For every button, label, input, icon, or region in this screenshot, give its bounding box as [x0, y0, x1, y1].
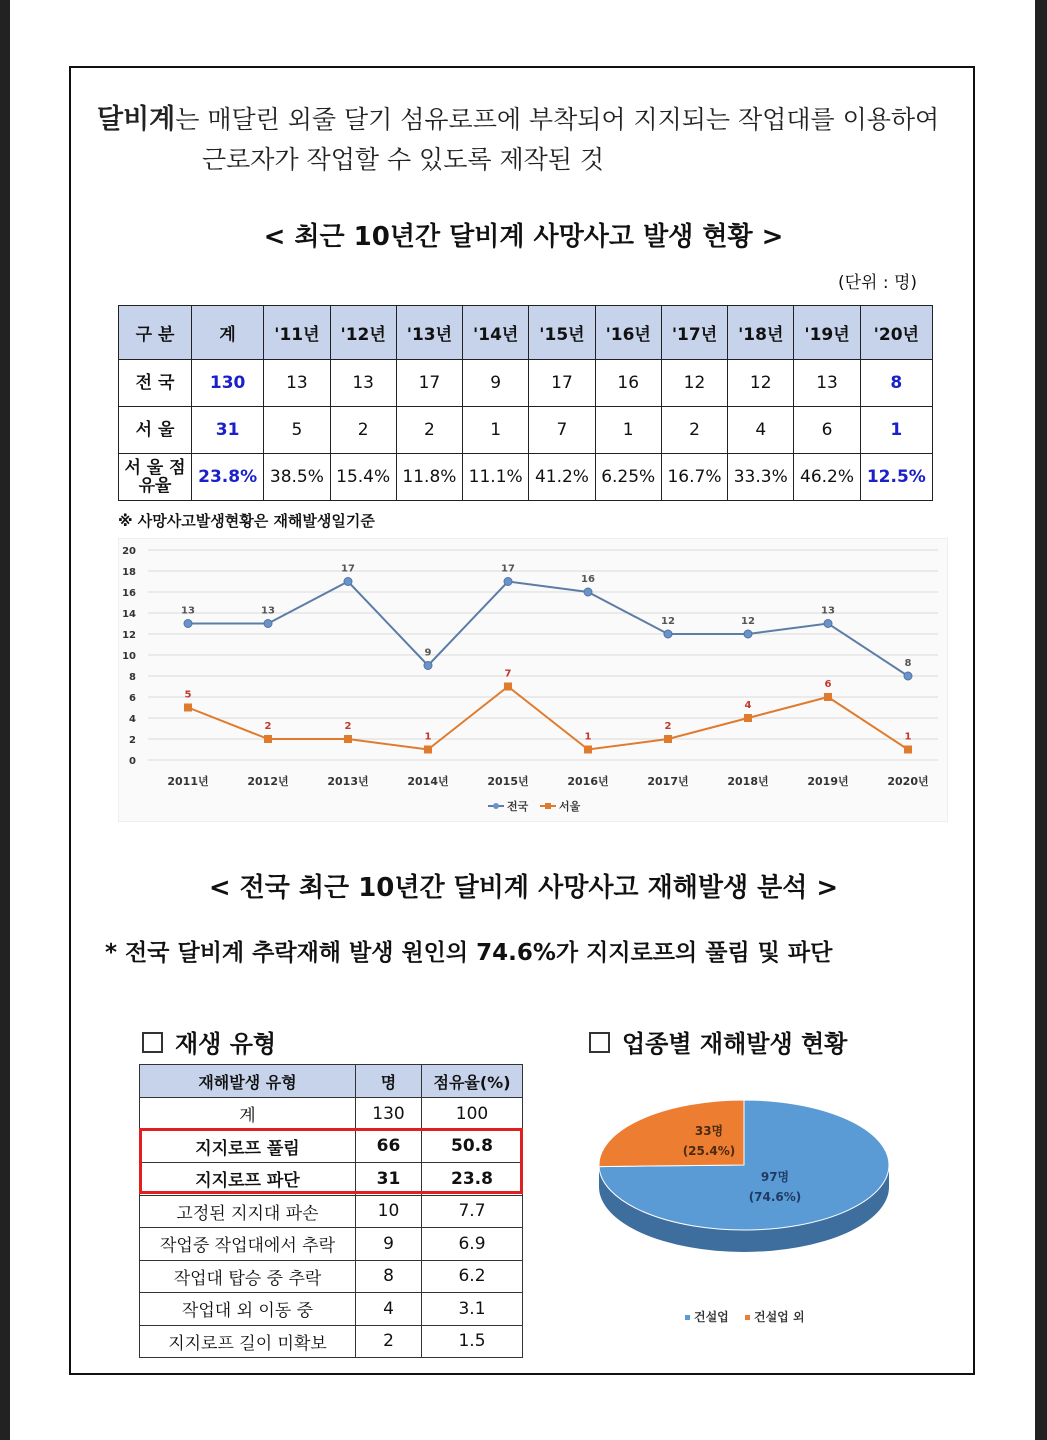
pie-label: (74.6%): [748, 1190, 802, 1204]
stats-header-cell: '14년: [463, 306, 529, 360]
data-point: [584, 746, 592, 754]
stats-cell: 31: [192, 407, 264, 454]
types-cell-share: 50.8: [422, 1130, 523, 1163]
y-tick-label: 10: [122, 651, 136, 662]
data-label: 9: [424, 647, 432, 659]
stats-header-cell: 계: [192, 306, 264, 360]
types-cell-share: 7.7: [422, 1195, 523, 1228]
x-tick-label: 2014년: [407, 775, 449, 788]
stats-cell: 12: [728, 360, 794, 407]
data-label: 13: [261, 605, 275, 617]
x-tick-label: 2017년: [647, 775, 689, 788]
types-cell-count: 31: [356, 1163, 422, 1196]
y-tick-label: 4: [129, 714, 136, 725]
stats-header-cell: 구 분: [119, 306, 192, 360]
x-tick-label: 2018년: [727, 775, 769, 788]
data-label: 2: [344, 721, 352, 732]
highlight-box: [139, 1128, 523, 1194]
intro-line1: 는 매달린 외줄 달기 섬유로프에 부착되어 지지되는 작업대를 이용하여: [175, 105, 940, 134]
stats-cell: 11.1%: [463, 454, 529, 501]
y-tick-label: 14: [122, 609, 136, 620]
stats-header-cell: '20년: [860, 306, 932, 360]
data-point: [584, 588, 592, 596]
stats-header-cell: '18년: [728, 306, 794, 360]
data-point: [264, 735, 272, 743]
stats-cell: 6.25%: [595, 454, 661, 501]
types-cell-share: 23.8: [422, 1163, 523, 1196]
stats-cell: 11.8%: [396, 454, 462, 501]
stats-header-cell: '16년: [595, 306, 661, 360]
intro-definition: [97, 100, 939, 180]
checkbox-icon: [589, 1032, 610, 1053]
stats-cell: 38.5%: [264, 454, 330, 501]
data-point: [344, 735, 352, 743]
legend-marker: [745, 1315, 750, 1320]
x-tick-label: 2011년: [167, 775, 209, 788]
stats-cell: 6: [794, 407, 860, 454]
types-heading: [142, 1024, 276, 1059]
data-label: 2: [264, 721, 272, 732]
data-label: 5: [184, 689, 192, 701]
types-row: [140, 1293, 523, 1326]
pie-chart: [585, 1085, 905, 1345]
types-heading-text: 재생 유형: [175, 1030, 277, 1058]
data-label: 16: [581, 574, 595, 585]
data-point: [184, 620, 192, 628]
data-point: [664, 630, 672, 638]
data-point: [744, 630, 752, 638]
y-tick-label: 12: [122, 630, 136, 641]
x-tick-label: 2012년: [247, 775, 289, 788]
data-point: [504, 578, 512, 586]
stats-cell: 1: [860, 407, 932, 454]
stats-row: [119, 454, 933, 501]
data-label: 12: [661, 616, 675, 627]
types-cell-share: 3.1: [422, 1293, 523, 1326]
stats-cell: 12.5%: [860, 454, 932, 501]
stats-cell: 13: [264, 360, 330, 407]
industry-heading: [589, 1024, 847, 1059]
data-point: [504, 683, 512, 691]
stats-cell: 1: [595, 407, 661, 454]
stats-header-cell: '15년: [529, 306, 595, 360]
types-cell-type: 지지로프 풀림: [140, 1130, 356, 1163]
pie-label: 33명: [694, 1124, 724, 1138]
types-cell-count: 66: [356, 1130, 422, 1163]
data-point: [424, 746, 432, 754]
stats-table: [118, 305, 933, 501]
analysis-bullet: * 전국 달비계 추락재해 발생 원인의 74.6%가 지지로프의 풀림 및 파단: [105, 940, 833, 966]
types-cell-count: 8: [356, 1260, 422, 1293]
types-cell-count: 9: [356, 1228, 422, 1261]
types-row: [140, 1098, 523, 1131]
types-cell-type: 지지로프 길이 미확보: [140, 1325, 356, 1358]
intro-term: 달비계: [97, 104, 176, 135]
types-table: [139, 1064, 523, 1358]
types-cell-type: 작업대 외 이동 중: [140, 1293, 356, 1326]
data-point: [904, 672, 912, 680]
types-cell-count: 130: [356, 1098, 422, 1131]
data-label: 1: [584, 731, 592, 743]
types-header-row: [140, 1065, 523, 1098]
stats-cell: 23.8%: [192, 454, 264, 501]
unit-label: (단위 : 명): [838, 273, 918, 293]
stats-row-label: 서 울 점유율: [119, 454, 192, 501]
types-row: [140, 1228, 523, 1261]
stats-cell: 4: [728, 407, 794, 454]
types-cell-share: 6.9: [422, 1228, 523, 1261]
y-tick-label: 2: [129, 735, 136, 746]
table-note: ※ 사망사고발생현황은 재해발생일기준: [118, 512, 375, 530]
checkbox-icon: [142, 1032, 163, 1053]
stats-cell: 2: [661, 407, 727, 454]
types-cell-count: 2: [356, 1325, 422, 1358]
stats-cell: 15.4%: [330, 454, 396, 501]
stats-row: [119, 360, 933, 407]
stats-header-cell: '13년: [396, 306, 462, 360]
types-cell-type: 지지로프 파단: [140, 1163, 356, 1196]
data-label: 2: [664, 721, 672, 732]
x-tick-label: 2020년: [887, 775, 929, 788]
data-label: 17: [501, 563, 515, 575]
types-header-cell: 점유율(%): [422, 1065, 523, 1098]
stats-cell: 17: [396, 360, 462, 407]
pie-label: (25.4%): [682, 1144, 736, 1158]
section1-title: < 최근 10년간 달비계 사망사고 발생 현황 >: [263, 222, 784, 252]
stats-header-cell: '11년: [264, 306, 330, 360]
data-label: 6: [824, 679, 832, 690]
stats-cell: 16: [595, 360, 661, 407]
stats-cell: 2: [330, 407, 396, 454]
data-label: 7: [504, 668, 512, 680]
stats-cell: 130: [192, 360, 264, 407]
legend-label: 건설업: [694, 1310, 729, 1324]
stats-cell: 41.2%: [529, 454, 595, 501]
legend-marker: [493, 803, 499, 809]
y-tick-label: 0: [129, 756, 136, 767]
types-cell-share: 1.5: [422, 1325, 523, 1358]
y-tick-label: 8: [129, 672, 136, 683]
data-point: [824, 620, 832, 628]
data-label: 1: [424, 731, 432, 743]
stats-cell: 9: [463, 360, 529, 407]
legend-marker: [685, 1315, 690, 1320]
stats-header-cell: '17년: [661, 306, 727, 360]
data-point: [424, 662, 432, 670]
types-cell-type: 계: [140, 1098, 356, 1131]
legend-label: 전국: [507, 800, 529, 813]
y-tick-label: 18: [122, 567, 136, 578]
stats-cell: 1: [463, 407, 529, 454]
types-cell-count: 4: [356, 1293, 422, 1326]
types-cell-type: 작업중 작업대에서 추락: [140, 1228, 356, 1261]
data-label: 1: [904, 731, 912, 743]
stats-cell: 12: [661, 360, 727, 407]
pie-label: 97명: [760, 1170, 790, 1184]
data-point: [184, 704, 192, 712]
stats-cell: 13: [330, 360, 396, 407]
data-label: 8: [904, 658, 912, 669]
stats-cell: 8: [860, 360, 932, 407]
intro-line2: 근로자가 작업할 수 있도록 제작된 것: [202, 145, 604, 174]
x-tick-label: 2016년: [567, 775, 609, 788]
data-point: [264, 620, 272, 628]
types-row: [140, 1325, 523, 1358]
x-tick-label: 2015년: [487, 775, 529, 788]
types-cell-type: 고정된 지지대 파손: [140, 1195, 356, 1228]
stats-cell: 33.3%: [728, 454, 794, 501]
legend-marker: [545, 803, 551, 809]
types-row: [140, 1195, 523, 1228]
types-cell-share: 6.2: [422, 1260, 523, 1293]
stats-cell: 5: [264, 407, 330, 454]
stats-header-row: [119, 306, 933, 360]
legend-label: 건설업 외: [754, 1310, 805, 1324]
stats-cell: 2: [396, 407, 462, 454]
stats-row: [119, 407, 933, 454]
types-cell-count: 10: [356, 1195, 422, 1228]
line-chart: [118, 538, 948, 822]
data-point: [664, 735, 672, 743]
x-tick-label: 2019년: [807, 775, 849, 788]
industry-heading-text: 업종별 재해발생 현황: [622, 1030, 848, 1058]
x-tick-label: 2013년: [327, 775, 369, 788]
data-label: 13: [181, 605, 195, 617]
data-label: 4: [744, 700, 752, 711]
legend-label: 서울: [559, 800, 581, 813]
types-cell-share: 100: [422, 1098, 523, 1131]
stats-header-cell: '12년: [330, 306, 396, 360]
data-label: 17: [341, 563, 355, 575]
types-header-cell: 명: [356, 1065, 422, 1098]
data-label: 13: [821, 605, 835, 617]
stats-cell: 13: [794, 360, 860, 407]
data-label: 12: [741, 616, 755, 627]
y-tick-label: 6: [129, 693, 136, 704]
data-point: [344, 578, 352, 586]
data-point: [824, 693, 832, 701]
stats-row-label: 서 울: [119, 407, 192, 454]
stats-header-cell: '19년: [794, 306, 860, 360]
stats-row-label: 전 국: [119, 360, 192, 407]
stats-cell: 16.7%: [661, 454, 727, 501]
data-point: [904, 746, 912, 754]
types-row: [140, 1260, 523, 1293]
types-header-cell: 재해발생 유형: [140, 1065, 356, 1098]
y-tick-label: 16: [122, 588, 136, 599]
stats-cell: 7: [529, 407, 595, 454]
stats-cell: 46.2%: [794, 454, 860, 501]
y-tick-label: 20: [122, 546, 136, 557]
types-cell-type: 작업대 탑승 중 추락: [140, 1260, 356, 1293]
data-point: [744, 714, 752, 722]
section2-title: < 전국 최근 10년간 달비계 사망사고 재해발생 분석 >: [208, 873, 839, 903]
stats-cell: 17: [529, 360, 595, 407]
